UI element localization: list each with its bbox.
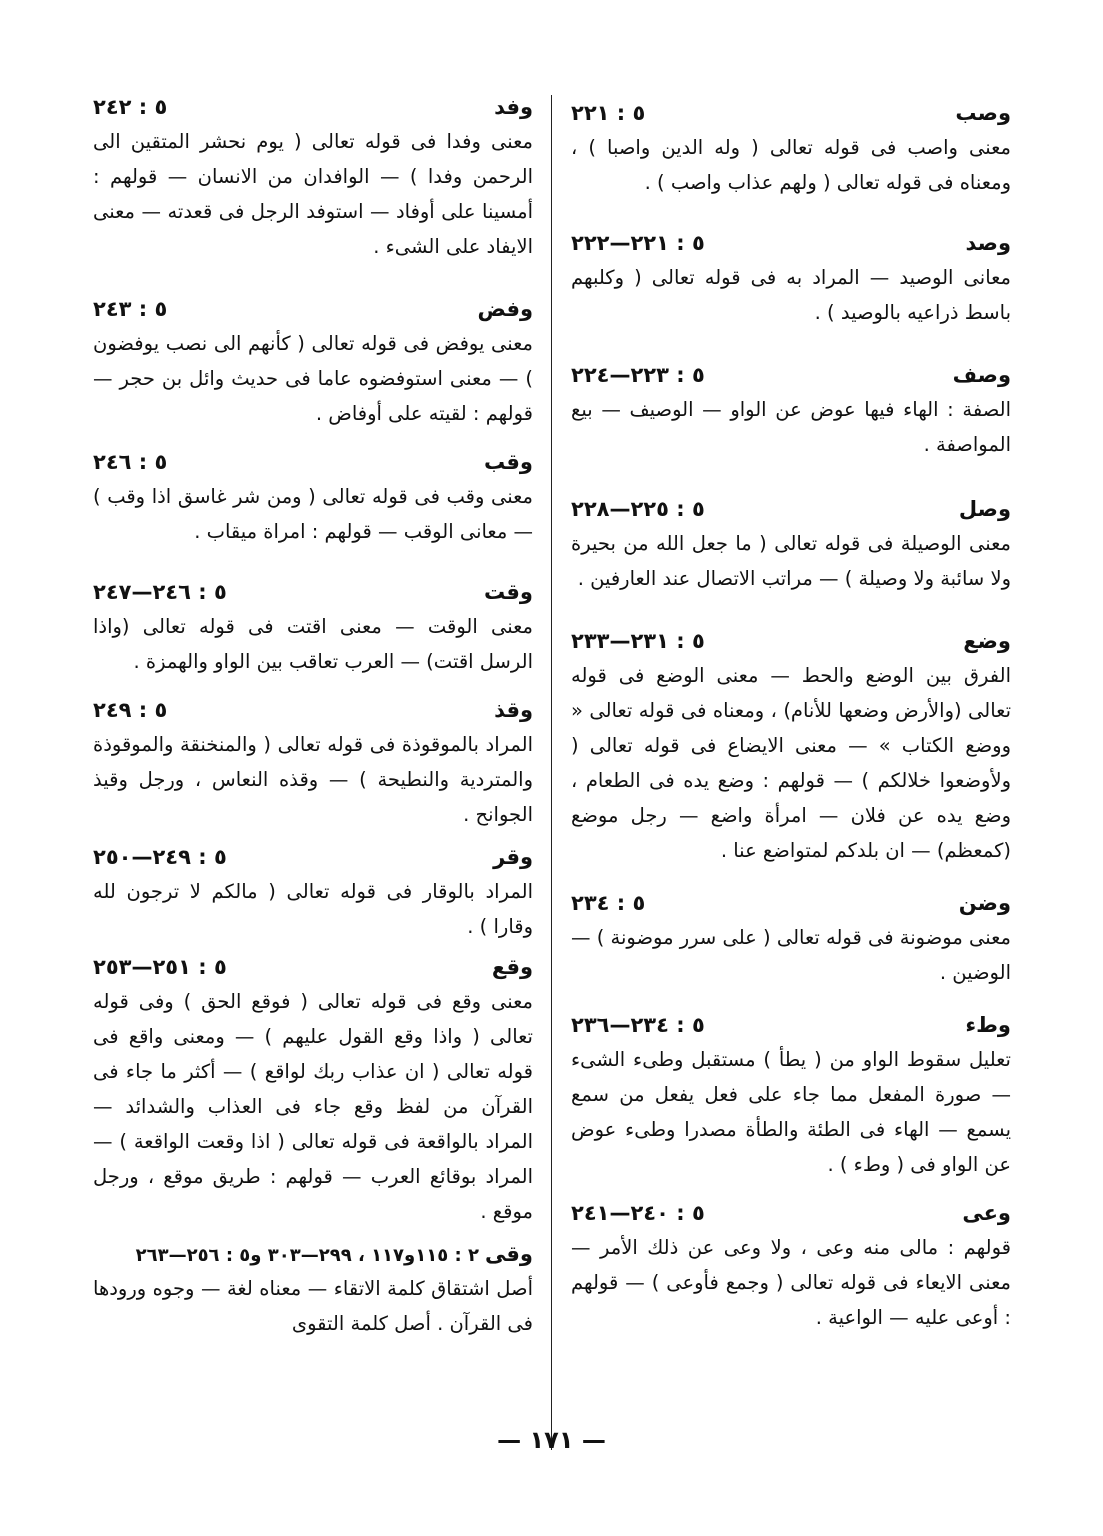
entry-reference: ٥ : ٢٢١ bbox=[571, 101, 646, 125]
entry-reference: ٥ : ٢٤٦ bbox=[93, 450, 168, 474]
entry-wadan bbox=[571, 886, 1011, 990]
entry-word: وضن bbox=[958, 891, 1011, 915]
entry-text: معنى وقب فى قوله تعالى ( ومن شر غاسق اذا وقب ) — معانى الوقب — قولهم : امراة ميقاب . bbox=[93, 485, 533, 543]
entry-word: وصد bbox=[965, 231, 1011, 255]
entry-text: معانى الوصيد — المراد به فى قوله تعالى ( وكلبهم باسط ذراعيه بالوصيد ) . bbox=[571, 266, 1011, 324]
entry-reference: ٥ : ٢٣١—٢٣٣ bbox=[571, 629, 705, 653]
column-divider bbox=[551, 95, 552, 1450]
entry-text: معنى موضونة فى قوله تعالى ( على سرر موضونة ) — الوضين . bbox=[571, 926, 1011, 984]
entry-reference: ٥ : ٢٣٤ bbox=[571, 891, 646, 915]
entry-reference: ٥ : ٢٤٣ bbox=[93, 297, 168, 321]
page-number: — ١٧١ — bbox=[497, 1426, 606, 1454]
entry-word: وقت bbox=[483, 580, 533, 604]
entry-wasad bbox=[571, 226, 1011, 330]
right-column bbox=[571, 88, 1011, 1335]
entry-waqab bbox=[93, 445, 533, 549]
entry-text: تعليل سقوط الواو من ( يطأ ) مستقبل وطىء الشىء — صورة المفعل مما جاء على فعل يفعل من سمع يسمع — الهاء فى الطئة والطأة مصدرا وطىء عوض عن الواو فى ( وطء ) . bbox=[571, 1048, 1011, 1176]
entry-word: وصل bbox=[958, 497, 1011, 521]
entry-word: وعى bbox=[962, 1201, 1011, 1225]
entry-waa bbox=[571, 1196, 1011, 1335]
left-column bbox=[93, 88, 533, 1341]
entry-text: معنى واصب فى قوله تعالى ( وله الدين واصبا ) ، ومعناه فى قوله تعالى ( ولهم عذاب واصب ) . bbox=[571, 136, 1011, 194]
entry-waqa bbox=[93, 950, 533, 1229]
entry-word: وقع bbox=[491, 955, 533, 979]
entry-text: معنى وفدا فى قوله تعالى ( يوم نحشر المتقين الى الرحمن وفدا ) — الوافدان من الانسان — قولهم : أمسينا على أوفاد — استوفد الرجل فى قعدته — معنى الايفاد على الشىء . bbox=[93, 130, 533, 258]
entry-reference: ٥ : ٢٢١—٢٢٢ bbox=[571, 231, 705, 255]
entry-wasaf bbox=[571, 358, 1011, 462]
entry-reference: ٥ : ٢٤٩ bbox=[93, 698, 168, 722]
entry-wada bbox=[571, 624, 1011, 868]
entry-text: قولهم : مالى منه وعى ، ولا وعى عن ذلك الأمر — معنى الايعاء فى قوله تعالى ( وجمع فأوعى ) — قولهم : أوعى عليه — الواعية . bbox=[571, 1236, 1011, 1329]
entry-reference: ٢ : ١١٥و١١٧ ، ٢٩٩—٣٠٣ و٥ : ٢٥٦—٢٦٣ bbox=[135, 1245, 479, 1266]
entry-waqadh bbox=[93, 693, 533, 832]
entry-text: معنى الوقت — معنى اقتت فى قوله تعالى (واذا الرسل اقتت) — العرب تعاقب بين الواو والهمزة . bbox=[93, 615, 533, 673]
entry-reference: ٥ : ٢٥١—٢٥٣ bbox=[93, 955, 227, 979]
entry-text: المراد بالوقار فى قوله تعالى ( مالكم لا ترجون لله وقارا ) . bbox=[93, 880, 533, 938]
entry-reference: ٥ : ٢٤٠—٢٤١ bbox=[571, 1201, 705, 1225]
entry-wasab bbox=[571, 96, 1011, 200]
entry-reference: ٥ : ٢٣٤—٢٣٦ bbox=[571, 1013, 705, 1037]
entry-word: وفد bbox=[494, 95, 533, 119]
entry-text: أصل اشتقاق كلمة الاتقاء — معناه لغة — وجوه ورودها فى القرآن . أصل كلمة التقوى bbox=[93, 1277, 533, 1335]
entry-reference: ٥ : ٢٤٩—٢٥٠ bbox=[93, 845, 227, 869]
entry-waqar bbox=[93, 840, 533, 944]
entry-wafad bbox=[93, 90, 533, 264]
entry-text: المراد بالموقوذة فى قوله تعالى ( والمنخنقة والموقوذة والمتردية والنطيحة ) — وقذه النعاس ، ورجل وقيذ الجوانح . bbox=[93, 733, 533, 826]
entry-word: وقر bbox=[493, 845, 533, 869]
entry-reference: ٥ : ٢٤٢ bbox=[93, 95, 168, 119]
entry-word: وصف bbox=[952, 363, 1011, 387]
entry-word: وقى bbox=[484, 1242, 533, 1266]
entry-text: معنى الوصيلة فى قوله تعالى ( ما جعل الله من بحيرة ولا سائبة ولا وصيلة ) — مراتب الاتصال عند العارفين . bbox=[571, 532, 1011, 590]
entry-wafad2 bbox=[93, 292, 533, 431]
entry-waqat bbox=[93, 575, 533, 679]
entry-reference: ٥ : ٢٤٦—٢٤٧ bbox=[93, 580, 227, 604]
entry-waqa2 bbox=[93, 1237, 533, 1341]
entry-reference: ٥ : ٢٢٣—٢٢٤ bbox=[571, 363, 705, 387]
entry-word: وضع bbox=[963, 629, 1011, 653]
entry-word: وصب bbox=[955, 101, 1011, 125]
entry-word: وطء bbox=[965, 1013, 1011, 1037]
entry-text: الفرق بين الوضع والحط — معنى الوضع فى قوله تعالى (والأرض وضعها للأنام) ، ومعناه فى قوله تعالى « ووضع الكتاب » — معنى الايضاع فى قوله تعالى ( ولأوضعوا خلالكم ) — قولهم : وضع يده فى الطعام ، وضع يده عن فلان — امرأة واضع — رجل موضع (كمعظم) — ان بلدكم لمتواضع عنا . bbox=[571, 664, 1011, 862]
entry-word: وفض bbox=[477, 297, 533, 321]
entry-text: الصفة : الهاء فيها عوض عن الواو — الوصيف — بيع المواصفة . bbox=[571, 398, 1011, 456]
entry-text: معنى يوفض فى قوله تعالى ( كأنهم الى نصب يوفضون ) — معنى استوفضوه عاما فى حديث وائل بن حجر — قولهم : لقيته على أوفاض . bbox=[93, 332, 533, 425]
entry-text: معنى وقع فى قوله تعالى ( فوقع الحق ) وفى قوله تعالى ( واذا وقع القول عليهم ) — ومعنى واقع فى قوله تعالى ( ان عذاب ربك لواقع ) — أكثر ما جاء فى القرآن من لفظ وقع جاء فى العذاب والشدائد — المراد بالواقعة فى قوله تعالى ( اذا وقعت الواقعة ) — المراد بوقائع العرب — قولهم : طريق موقع ، ورجل موقع . bbox=[93, 990, 533, 1223]
entry-wasal bbox=[571, 492, 1011, 596]
entry-reference: ٥ : ٢٢٥—٢٢٨ bbox=[571, 497, 705, 521]
entry-wati bbox=[571, 1008, 1011, 1182]
entry-word: وقذ bbox=[494, 698, 533, 722]
entry-word: وقب bbox=[483, 450, 533, 474]
